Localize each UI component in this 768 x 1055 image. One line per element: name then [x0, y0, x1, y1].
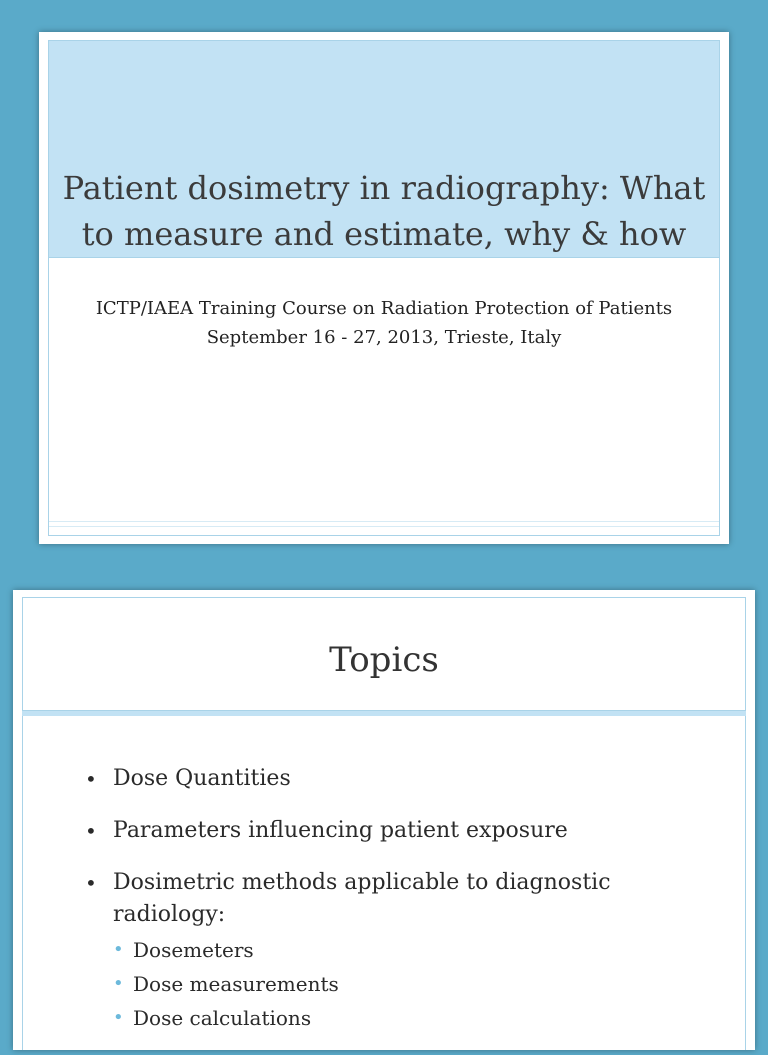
list-item [85, 815, 705, 847]
slide-title-line-2: to measure and estimate, why & how [81, 215, 687, 253]
sub-list-item [113, 967, 705, 1001]
topics-heading: Topics [329, 640, 439, 680]
list-item [85, 763, 705, 795]
list-item [85, 867, 705, 1035]
topics-slide [13, 590, 755, 1050]
title-slide [39, 32, 729, 544]
sub-list-item [113, 1001, 705, 1035]
sub-bullet-icon: • [113, 1007, 124, 1028]
bullet-icon: • [85, 871, 97, 895]
title-band [49, 41, 719, 258]
sub-list-item-text: Dosemeters [133, 938, 254, 962]
slide-title [49, 165, 719, 257]
topics-list [85, 763, 705, 1055]
sub-list-item [113, 933, 705, 967]
sub-bullet-icon: • [113, 973, 124, 994]
title-slide-frame [48, 40, 720, 536]
list-item-text: Parameters influencing patient exposure [113, 818, 568, 843]
bullet-icon: • [85, 767, 97, 791]
list-item-text: Dose Quantities [113, 766, 291, 791]
sub-list-item-text: Dose measurements [133, 972, 339, 996]
sub-bullet-icon: • [113, 939, 124, 960]
sub-topics-list [113, 933, 705, 1035]
slide-subtitle [49, 294, 719, 352]
list-item-text: Dosimetric methods applicable to diagnostic radiology: [113, 870, 611, 927]
subtitle-line-1: ICTP/IAEA Training Course on Radiation Protection of Patients [95, 298, 673, 319]
slide-title-line-1: Patient dosimetry in radiography: What [62, 169, 706, 207]
topics-slide-frame [22, 597, 746, 1050]
subtitle-line-2: September 16 - 27, 2013, Trieste, Italy [206, 327, 562, 348]
heading-divider [22, 710, 746, 716]
slide-footer-divider [49, 521, 719, 527]
sub-list-item-text: Dose calculations [133, 1006, 312, 1030]
bullet-icon: • [85, 819, 97, 843]
